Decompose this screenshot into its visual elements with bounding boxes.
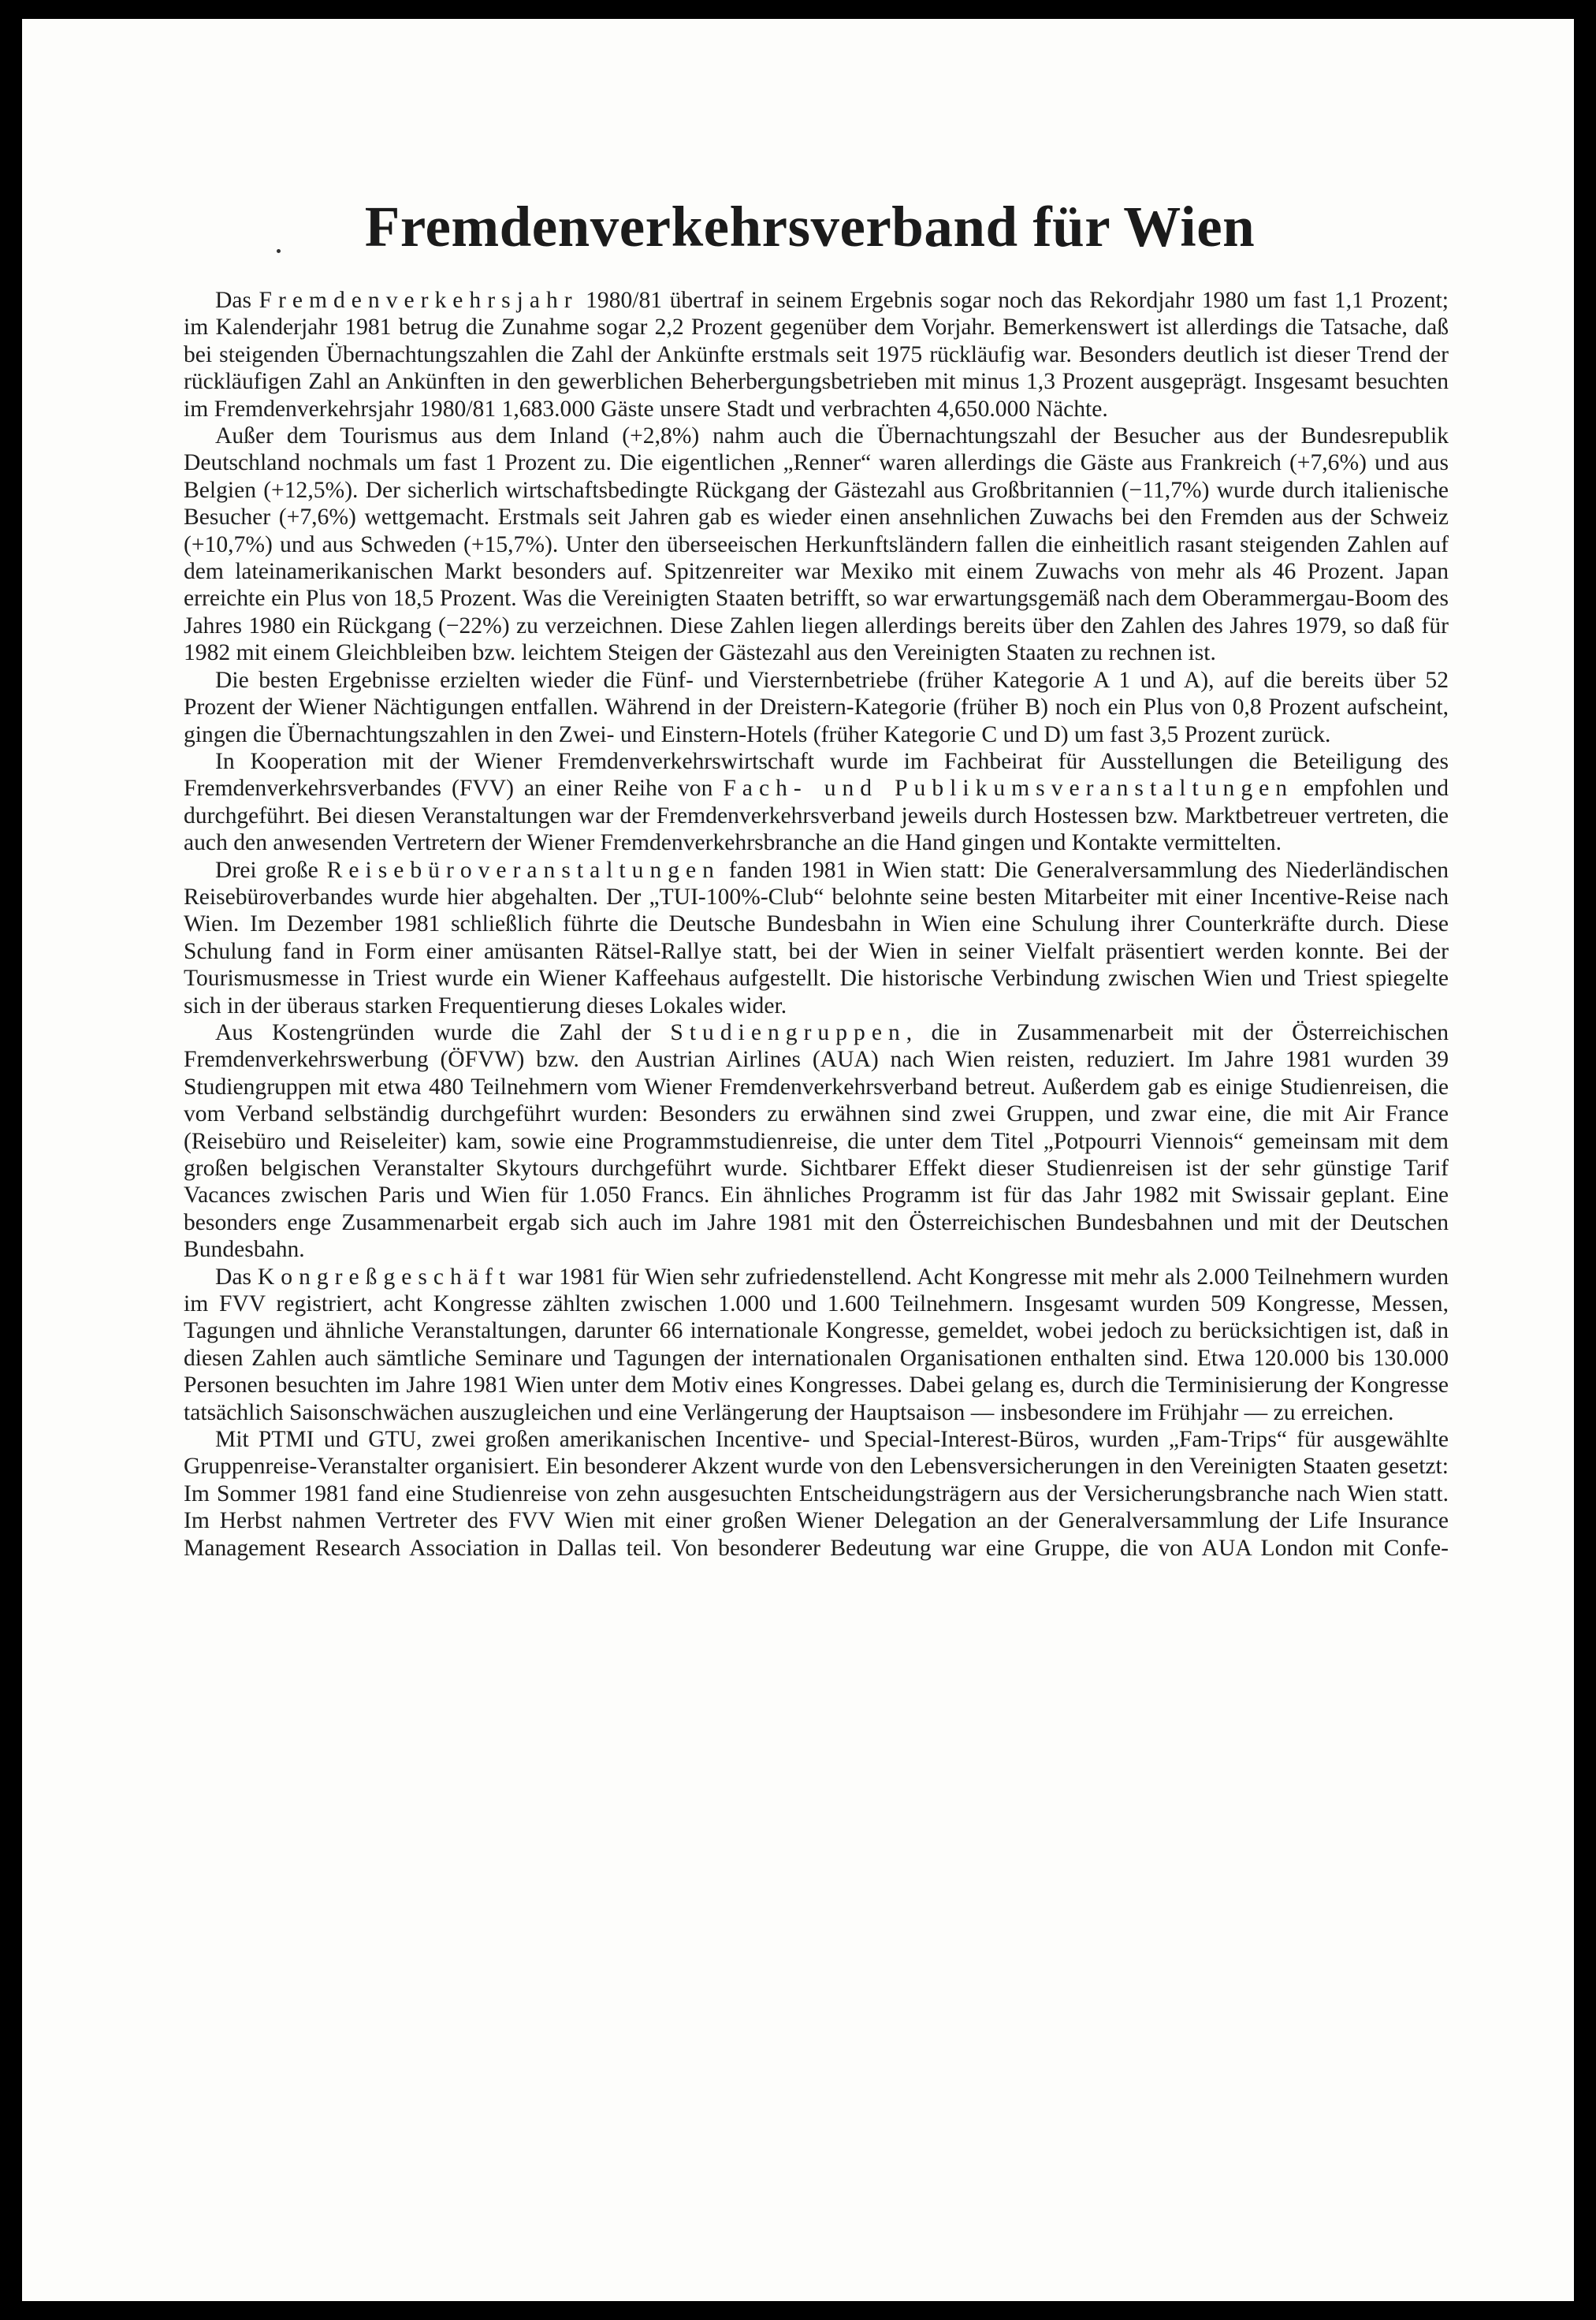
paragraph-studiengruppen: Aus Kostengründen wurde die Zahl der Studiengruppen, die in Zusammenarbeit mit der Österreichischen Fremdenverkehrswerbung (ÖFVW) bzw. den Austrian Airlines (AUA) nach Wien reisten, reduziert. Im Jahre 1981 wurden 39 Studiengruppen mit etwa 480 Teilnehmern vom Wiener Fremdenverkehrsverband betreut. Außerdem gab es einige Studienreisen, die vom Verband selbständig durchgeführt wurden: Besonders zu erwähnen sind zwei Gruppen, und zwar eine, die mit Air France (Reisebüro und Reiseleiter) kam, sowie eine Programmstudienreise, die unter dem Titel „Potpourri Viennois“ gemeinsam mit dem großen belgischen Veranstalter Skytours durchgeführt wurde. Sichtbarer Effekt dieser Studienreisen ist der sehr günstige Tarif Vacances zwischen Paris und Wien für 1.050 Francs. Ein ähnliches Programm ist für das Jahr 1982 mit Swissair geplant. Eine besonders enge Zusammenarbeit ergab sich auch im Jahre 1981 mit den Österreichischen Bundesbahnen und mit der Deutschen Bundesbahn. bbox=[184, 1019, 1449, 1263]
paragraph-kongresse: Das Kongreßgeschäft war 1981 für Wien sehr zufriedenstellend. Acht Kongresse mit mehr als 2.000 Teilnehmern wurden im FVV registriert, acht Kongresse zählten zwischen 1.000 und 1.600 Teilnehmern. Insgesamt wurden 509 Kongresse, Messen, Tagungen und ähnliche Veranstaltungen, darunter 66 internationale Kongresse, gemeldet, wobei jedoch zu berücksichtigen ist, daß in diesen Zahlen auch sämtliche Seminare und Tagungen der internationalen Organisationen enthalten sind. Etwa 120.000 bis 130.000 Personen besuchten im Jahre 1981 Wien unter dem Motiv eines Kongresses. Dabei gelang es, durch die Terminisierung der Kongresse tatsächlich Saisonschwächen auszugleichen und eine Verlängerung der Hauptsaison — insbesondere im Frühjahr — zu erreichen. bbox=[184, 1264, 1449, 1425]
spaced-term: Studiengruppen bbox=[670, 1019, 906, 1045]
spaced-term: Kongreßgeschäft bbox=[257, 1264, 512, 1290]
paragraph-reisebueros: Drei große Reisebüroveranstaltungen fanden 1981 in Wien statt: Die Generalversammlung des Niederländischen Reisebüroverbandes wurde hier abgehalten. Der „TUI-100%-Club“ belohnte seine besten Mitarbeiter mit einer Incentive-Reise nach Wien. Im Dezember 1981 schließlich führte die Deutsche Bundesbahn in Wien eine Schulung ihrer Counterkräfte durch. Diese Schulung fand in Form einer amüsanten Rätsel-Rallye statt, bei der Wien in seiner Vielfalt präsentiert werden konnte. Bei der Tourismusmesse in Triest wurde ein Wiener Kaffeehaus aufgestellt. Die historische Verbindung zwischen Wien und Triest spiegelte sich in der überaus starken Frequentierung dieses Lokales wider. bbox=[184, 857, 1449, 1018]
paragraph-herkunftslaender: Außer dem Tourismus aus dem Inland (+2,8%) nahm auch die Übernachtungszahl der Besucher aus der Bundesrepublik Deutschland nochmals um fast 1 Prozent zu. Die eigentlichen „Renner“ waren allerdings die Gäste aus Frankreich (+7,6%) und aus Belgien (+12,5%). Der sicherlich wirtschaftsbedingte Rückgang der Gästezahl aus Großbritannien (−11,7%) wurde durch italienische Besucher (+7,6%) wettgemacht. Erstmals seit Jahren gab es wieder einen ansehnlichen Zuwachs bei den Fremden aus der Schweiz (+10,7%) und aus Schweden (+15,7%). Unter den überseeischen Herkunftsländern fallen die einheitlich rasant steigenden Zahlen auf dem lateinamerikanischen Markt besonders auf. Spitzenreiter war Mexiko mit einem Zuwachs von mehr als 46 Prozent. Japan erreichte ein Plus von 18,5 Prozent. Was die Vereinigten Staaten betrifft, so war erwartungsgemäß nach dem Oberammergau-Boom des Jahres 1980 ein Rückgang (−22%) zu verzeichnen. Diese Zahlen liegen allerdings bereits über den Zahlen des Jahres 1979, so daß für 1982 mit einem Gleichbleiben bzw. leichtem Steigen der Gästezahl aus den Vereinigten Staaten zu rechnen ist. bbox=[184, 423, 1449, 666]
paragraph-fremdenverkehrsjahr: Das Fremdenverkehrsjahr 1980/81 übertraf in seinem Ergebnis sogar noch das Rekordjahr 1980 um fast 1,1 Prozent; im Kalenderjahr 1981 betrug die Zunahme sogar 2,2 Prozent gegenüber dem Vorjahr. Bemerkenswert ist allerdings die Tatsache, daß bei steigenden Übernachtungszahlen die Zahl der Ankünfte erstmals seit 1975 rückläufig war. Besonders deutlich ist dieser Trend der rückläufigen Zahl an Ankünften in den gewerblichen Beherbergungsbetrieben mit minus 1,3 Prozent ausgeprägt. Insgesamt besuchten im Fremdenverkehrsjahr 1980/81 1,683.000 Gäste unsere Stadt und verbrachten 4,650.000 Nächte. bbox=[184, 288, 1449, 422]
spaced-term: Fremdenverkehrsjahr bbox=[259, 288, 579, 313]
paragraph-kategorien: Die besten Ergebnisse erzielten wieder die Fünf- und Viersternbetriebe (früher Kategorie A 1 und A), auf die bereits über 52 Prozent der Wiener Nächtigungen entfallen. Während in der Dreistern-Kategorie (früher B) noch ein Plus von 0,8 Prozent aufscheint, gingen die Übernachtungszahlen in den Zwei- und Einstern-Hotels (früher Kategorie C und D) um fast 3,5 Prozent zurück. bbox=[184, 667, 1449, 747]
article-body bbox=[184, 287, 1449, 1562]
paragraph-incentive: Mit PTMI und GTU, zwei großen amerikanischen Incentive- und Special-Interest-Büros, wurden „Fam-Trips“ für ausgewählte Gruppenreise-Veranstalter organisiert. Ein besonderer Akzent wurde von den Lebensversicherungen in den Vereinigten Staaten gesetzt: Im Sommer 1981 fand eine Studienreise von zehn ausgesuchten Entscheidungsträgern aus der Versicherungsbranche nach Wien statt. Im Herbst nahmen Vertreter des FVV Wien mit einer großen Wiener Delegation an der Generalversammlung der Life Insurance Management Research Association in Dallas teil. Von besonderer Bedeutung war eine Gruppe, die von AUA London mit Confe- bbox=[184, 1427, 1449, 1561]
spaced-term: Reisebüroveranstaltungen bbox=[326, 857, 720, 883]
document-page bbox=[22, 19, 1574, 2301]
spaced-term: Fach- und Publikumsveranstaltungen bbox=[723, 776, 1294, 802]
paragraph-veranstaltungen: In Kooperation mit der Wiener Fremdenverkehrswirtschaft wurde im Fachbeirat für Ausstellungen die Beteiligung des Fremdenverkehrsverbandes (FVV) an einer Reihe von Fach- und Publikumsveranstaltungen empfohlen und durchgeführt. Bei diesen Veranstaltungen war der Fremdenverkehrsverband jeweils durch Hostessen bzw. Marktbetreuer vertreten, die auch den anwesenden Vertretern der Wiener Fremdenverkehrsbranche an die Hand gingen und Kontakte vermittelten. bbox=[184, 748, 1449, 856]
page-title: Fremdenverkehrsverband für Wien bbox=[364, 195, 1256, 259]
